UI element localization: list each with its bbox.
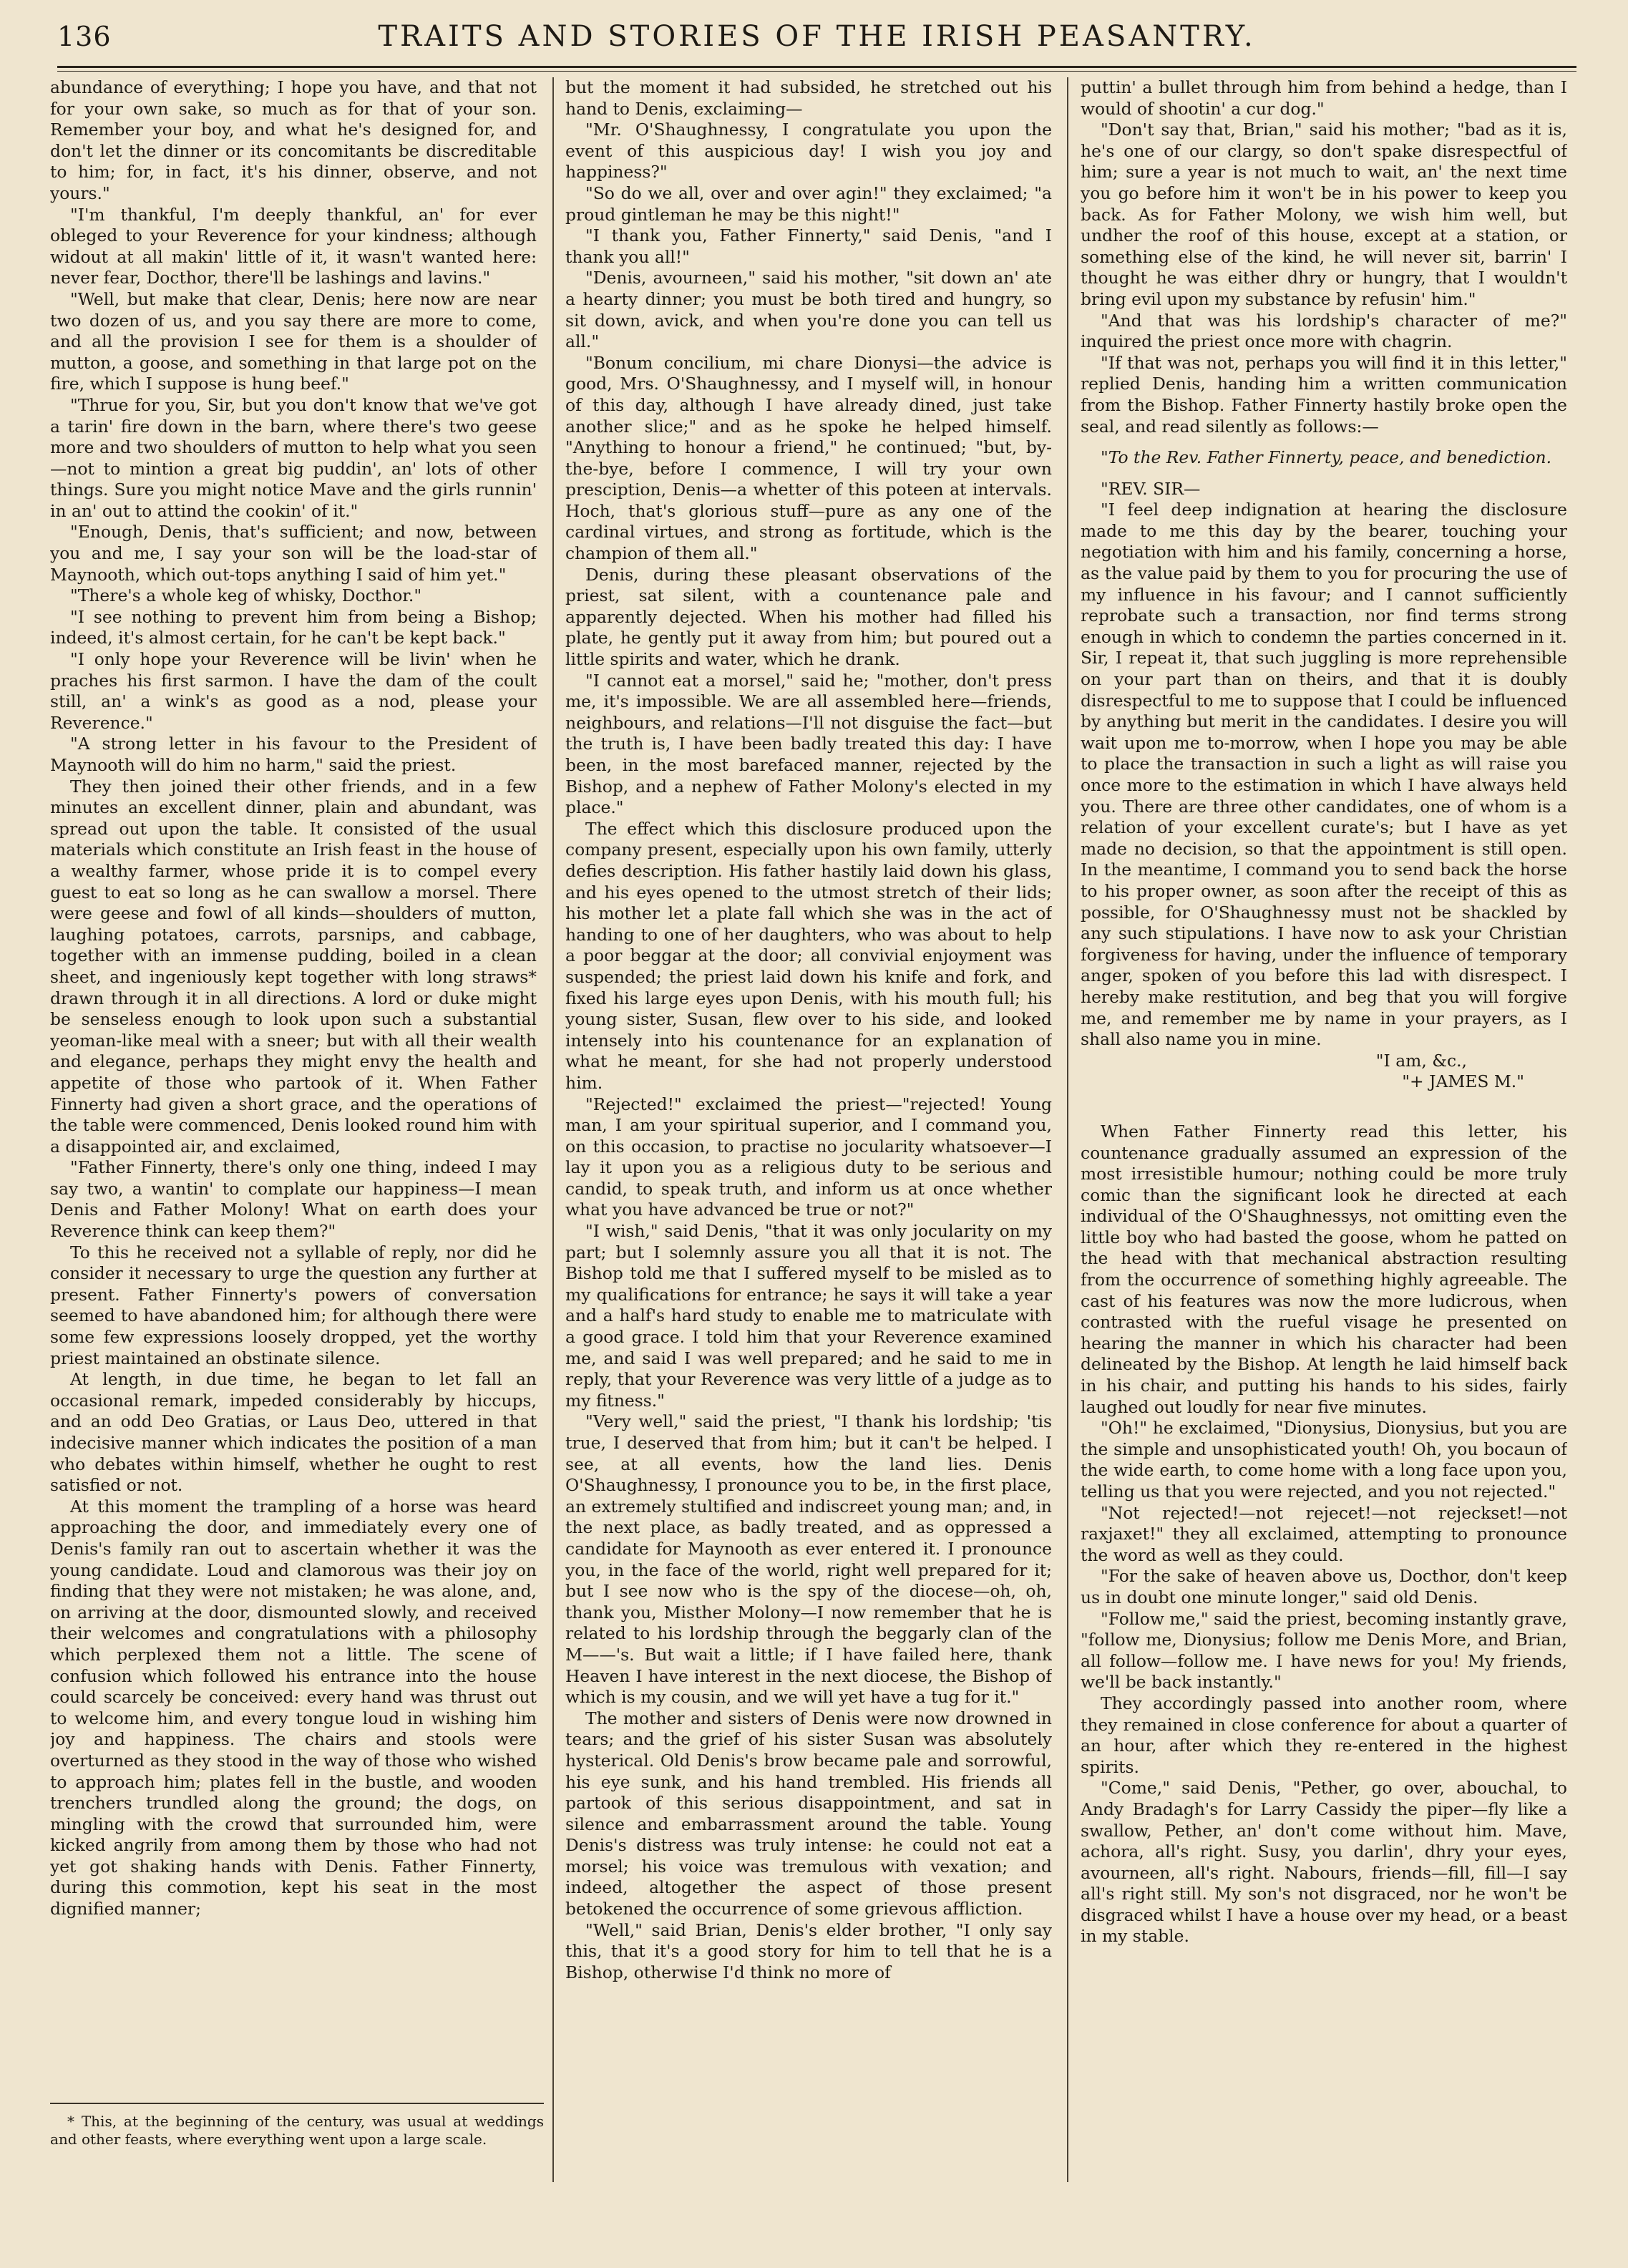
paragraph: abundance of everything; I hope you have, and that not for your own sake, so much as for that of your son. Remember your boy, and what he's designed for, and don't let the dinner or its concomitants be discreditable to him; for, in fact, it's his dinner, observe, and not yours." [50,77,537,203]
paragraph: "I cannot eat a morsel," said he; "mother, don't press me, it's impossible. We are all assembled here—friends, neighbours, and relations—I'll not disguise the fact—but the truth is, I have been badly treated this day: I have been, in the most barefaced manner, rejected by the Bishop, and a nephew of Father Molony's elected in my place." [565,670,1052,818]
paragraph: Denis, during these pleasant observations of the priest, sat silent, with a countenance pale and apparently dejected. When his mother had filled his plate, he gently put it away from him; but poured out a little spirits and water, which he drank. [565,564,1052,670]
text-column-2 [565,77,1052,2178]
paragraph: but the moment it had subsided, he stretched out his hand to Denis, exclaiming— [565,77,1052,119]
paragraph: "I see nothing to prevent him from being a Bishop; indeed, it's almost certain, for he can't be kept back." [50,606,537,648]
paragraph: "So do we all, over and over agin!" they exclaimed; "a proud gintleman he may be this night!" [565,182,1052,225]
letter-signature: "+ JAMES M." [1402,1071,1524,1092]
paragraph: At length, in due time, he began to let fall an occasional remark, impeded considerably by hiccups, and an odd Deo Gratias, or Laus Deo, uttered in that indecisive manner which indicates the position of a man who debates within himself, whether he ought to rest satisfied or not. [50,1369,537,1496]
paragraph: "Well, but make that clear, Denis; here now are near two dozen of us, and you say there are more to come, and all the provision I see for them is a shoulder of mutton, a goose, and something in that large pot on the fire, which I suppose is hung beef." [50,288,537,394]
column-divider [552,77,554,2182]
column-divider [1067,77,1068,2182]
text-column-3 [1081,77,1567,2178]
paragraph: "Come," said Denis, "Pether, go over, abouchal, to Andy Bradagh's for Larry Cassidy the piper—fly like a swallow, Pether, an' don't come without him. Mave, achora, all's right. Susy, you darlin', dhry your eyes, avourneen, all's right. Nabours, friends—fill, fill—I say all's right still. My son's not disgraced, nor he won't be disgraced whilst I have a house over my head, or a beast in my stable. [1081,1778,1567,1947]
paragraph: "Oh!" he exclaimed, "Dionysius, Dionysius, but you are the simple and unsophisticated youth! Oh, you bocaun of the wide earth, to come home with a long face upon you, telling us that you were rejected, and you not rejected." [1081,1418,1567,1502]
paragraph: They then joined their other friends, and in a few minutes an excellent dinner, plain and abundant, was spread out upon the table. It consisted of the usual materials which constitute an Irish feast in the house of a wealthy farmer, whose pride it is to compel every guest to eat so long as he can swallow a morsel. There were geese and fowl of all kinds—shoulders of mutton, laughing potatoes, carrots, parsnips, and cabbage, together with an immense pudding, boiled in a clean sheet, and ingeniously kept together with long straws* drawn through it in all directions. A lord or duke might be senseless enough to look upon such a substantial yeoman-like meal with a sneer; but with all their wealth and elegance, perhaps they might envy the health and appetite of those who partook of it. When Father Finnerty had given a short grace, and the operations of the table were commenced, Denis looked round him with a disappointed air, and exclaimed, [50,776,537,1157]
paragraph: "If that was not, perhaps you will find it in this letter," replied Denis, handing him a written communication from the Bishop. Father Finnerty hastily broke open the seal, and read silently as follows:— [1081,352,1567,437]
running-title: TRAITS AND STORIES OF THE IRISH PEASANTRY. [378,20,1256,53]
paragraph: "Thrue for you, Sir, but you don't know that we've got a tarin' fire down in the barn, where there's two geese more and two shoulders of mutton to help what you seen—not to mintion a great big puddin', an' lots of other things. Sure you might notice Mave and the girls runnin' in an' out to attind the cookin' of it." [50,394,537,521]
paragraph: The effect which this disclosure produced upon the company present, especially upon his own family, utterly defies description. His father hastily laid down his glass, and his eyes opened to the utmost stretch of their lids; his mother let a plate fall which she was in the act of handing to one of her daughters, who was about to help a poor beggar at the door; all convivial enjoyment was suspended; the priest laid down his knife and fork, and fixed his large eyes upon Denis, with his mouth full; his young sister, Susan, flew over to his side, and looked intensely into his countenance for an explanation of what he meant, for she had not properly understood him. [565,818,1052,1093]
footnote [50,2113,544,2148]
paragraph: When Father Finnerty read this letter, his countenance gradually assumed an expression of the most irresistible humour; nothing could be more truly comic than the significant look he directed at each individual of the O'Shaughnessys, not omitting even the little boy who had basted the goose, whom he patted on the head with that mechanical abstraction resulting from the occurrence of something highly agreeable. The cast of his features was now the more ludicrous, when contrasted with the rueful visage he presented on hearing the manner in which his character had been delineated by the Bishop. At length he laid himself back in his chair, and putting his hands to his sides, fairly laughed out loudly for near five minutes. [1081,1121,1567,1417]
paragraph: "Bonum concilium, mi chare Dionysi—the advice is good, Mrs. O'Shaughnessy, and I myself will, in honour of this day, although I have already dined, just take another slice;" and as he spoke he helped himself. "Anything to honour a friend," he continued; "but, by-the-bye, before I commence, I will try your own presciption, Denis—a whetter of this poteen at intervals. Hoch, that's glorious stuff—pure as any one of the cardinal virtues, and strong as fortitude, which is the champion of them all." [565,352,1052,564]
paragraph: "Well," said Brian, Denis's elder brother, "I only say this, that it's a good story for him to tell that he is a Bishop, otherwise I'd think no more of [565,1919,1052,1982]
page-number: 136 [57,21,112,52]
paragraph: puttin' a bullet through him from behind a hedge, than I would of shootin' a cur dog." [1081,77,1567,119]
paragraph: The mother and sisters of Denis were now drowned in tears; and the grief of his sister Susan was absolutely hysterical. Old Denis's brow became pale and sorrowful, his eye sunk, and his hand trembled. His friends all partook of this serious disappointment, and sat in silence and embarrassment around the table. Young Denis's distress was truly intense: he could not eat a morsel; his voice was tremulous with vexation; and indeed, altogether the aspect of those present betokened the occurrence of some grievous affliction. [565,1708,1052,1919]
paragraph: "Denis, avourneen," said his mother, "sit down an' ate a hearty dinner; you must be both tired and hungry, so sit down, avick, and when you're done you can tell us all." [565,268,1052,352]
paragraph: "Follow me," said the priest, becoming instantly grave, "follow me, Dionysius; follow me Denis More, and Brian, all follow—follow me. I have news for you! My friends, we'll be back instantly." [1081,1608,1567,1693]
text-column-1 [50,77,537,2096]
letter-address: "To the Rev. Father Finnerty, peace, and benediction. [1101,447,1552,468]
letter-salutation: "REV. SIR— [1101,478,1201,499]
paragraph: "Don't say that, Brian," said his mother; "bad as it is, he's one of our clargy, so don't spake disrespectful of him; sure a year is not much to wait, an' the next time you go before him it won't be in his power to keep you back. As for Father Molony, we wish him well, but undher the roof of this house, except at a station, or something else of the kind, he will never sit, barrin' I thought he was either dhry or hungry, that I wouldn't bring evil upon my substance by refusin' him." [1081,120,1567,309]
footnote-text: * This, at the beginning of the century, was usual at weddings and other feasts, where everything went upon a large scale. [50,2113,544,2148]
paragraph: "I only hope your Reverence will be livin' when he praches his first sarmon. I have the dam of the coult still, an' a wink's as good as a nod, please your Reverence." [50,649,537,733]
paragraph: At this moment the trampling of a horse was heard approaching the door, and immediately every one of Denis's family ran out to ascertain whether it was the young candidate. Loud and clamorous was their joy on finding that they were not mistaken; he was alone, and, on arriving at the door, dismounted slowly, and received their welcomes and congratulations with a philosophy which perplexed them not a little. The scene of confusion which followed his entrance into the house could scarcely be conceived: every hand was thrust out to welcome him, and every tongue loud in wishing him joy and happiness. The chairs and stools were overturned as they stood in the way of those who wished to approach him; plates fell in the bustle, and wooden trenchers trundled along the ground; the dogs, on mingling with the crowd that surrounded him, were kicked angrily from among them by those who had not yet got shaking hands with Denis. Father Finnerty, during this commotion, kept his seat in the most dignified manner; [50,1496,537,1919]
paragraph: They accordingly passed into another room, where they remained in close conference for about a quarter of an hour, after which they re-entered in the highest spirits. [1081,1693,1567,1777]
paragraph: "Father Finnerty, there's only one thing, indeed I may say two, a wantin' to complate our happiness—I mean Denis and Father Molony! What on earth does your Reverence think can keep them?" [50,1157,537,1242]
paragraph: "Not rejected!—not rejecet!—not rejeckset!—not raxjaxet!" they all exclaimed, attempting to pronounce the word as well as they could. [1081,1502,1567,1565]
paragraph: To this he received not a syllable of reply, nor did he consider it necessary to urge the question any further at present. Father Finnerty's powers of conversation seemed to have abandoned him; for although there were some few expressions loosely dropped, yet the worthy priest maintained an obstinate silence. [50,1242,537,1368]
paragraph: "There's a whole keg of whisky, Docthor." [70,585,422,606]
paragraph: "A strong letter in his favour to the President of Maynooth will do him no harm," said the priest. [50,734,537,775]
paragraph: "Rejected!" exclaimed the priest—"rejected! Young man, I am your spiritual superior, and I command you, on this occasion, to practise no jocularity whatsoever—I lay it upon you as a religious duty to be serious and candid, to speak truth, and inform us at once whether what you have advanced be true or not?" [565,1094,1052,1220]
paragraph: "Mr. O'Shaughnessy, I congratulate you upon the event of this auspicious day! I wish you joy and happiness?" [565,120,1052,182]
header-rule [57,66,1576,68]
paragraph: "Enough, Denis, that's sufficient; and now, between you and me, I say your son will be the load-star of Maynooth, which out-tops anything I said of him yet." [50,522,537,585]
header-rule-thin [57,71,1576,72]
paragraph: "I thank you, Father Finnerty," said Denis, "and I thank you all!" [565,225,1052,267]
footnote-rule [50,2103,544,2104]
paragraph: "I wish," said Denis, "that it was only jocularity on my part; but I solemnly assure you all that it is not. The Bishop told me that I suffered myself to be misled as to my qualifications for entrance; he says it will take a year and a half's hard study to enable me to matriculate with a good grace. I told him that your Reverence examined me, and said I was well prepared; and he said to me in reply, that your Reverence was very little of a judge as to my fitness." [565,1221,1052,1411]
letter-closing: "I am, &c., [1375,1050,1467,1071]
paragraph: "For the sake of heaven above us, Docthor, don't keep us in doubt one minute longer," said old Denis. [1081,1566,1567,1607]
paragraph: "And that was his lordship's character of me?" inquired the priest once more with chagrin. [1081,310,1567,352]
page-header [57,20,1576,64]
paragraph: "Very well," said the priest, "I thank his lordship; 'tis true, I deserved that from him; but it can't be helped. I see, at all events, how the land lies. Denis O'Shaughnessy, I pronounce you to be, in the first place, an extremely stultified and indiscreet young man; and, in the next place, as badly treated, and as oppressed a candidate for Maynooth as ever entered it. I pronounce you, in the face of the world, right well prepared for it; but I see now who is the spy of the diocese—oh, oh, thank you, Misther Molony—I now remember that he is related to his lordship through the beggarly clan of the M——'s. But wait a little; if I have failed here, thank Heaven I have interest in the next diocese, the Bishop of which is my cousin, and we will yet have a tug for it." [565,1411,1052,1708]
letter-body: "I feel deep indignation at hearing the disclosure made to me this day by the bearer, touching your negotiation with him and his family, concerning a horse, as the value paid by them to you for procuring the use of my influence in his favour; and I cannot sufficiently reprobate such a transaction, nor find terms strong enough in which to condemn the parties concerned in it. Sir, I repeat it, that such juggling is more reprehensible on your part than on theirs, and that it is doubly disrespectful to me to suppose that I could be influenced by anything but merit in the candidates. I desire you will wait upon me to-morrow, when I hope you may be able to place the transaction in such a light as will raise you once more to the estimation in which I have always held you. There are three other candidates, one of whom is a relation of your excellent curate's; but I have as yet made no decision, so that the appointment is still open. In the meantime, I command you to send back the horse to his proper owner, as soon after the receipt of this as possible, for O'Shaughnessy must not be shackled by any such stipulations. I have now to ask your Christian forgiveness for having, under the influence of temporary anger, spoken of you before this lad with disrespect. I hereby make restitution, and beg that you will forgive me, and remember me by name in your prayers, as I shall also name you in mine. [1081,500,1567,1050]
paragraph: "I'm thankful, I'm deeply thankful, an' for ever obleged to your Reverence for your kindness; although widout at all makin' little of it, it wasn't wanted here: never fear, Docthor, there'll be lashings and lavins." [50,204,537,288]
